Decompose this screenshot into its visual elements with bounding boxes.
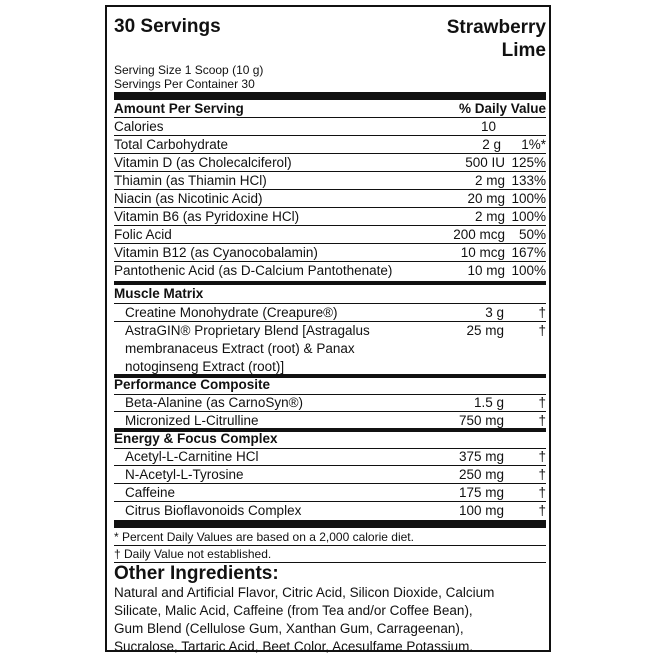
nutrient-dv: 167% bbox=[511, 245, 546, 260]
nutrient-row bbox=[114, 172, 546, 190]
ingredient-amount: 250 mg bbox=[458, 467, 504, 482]
thick-divider bbox=[114, 92, 546, 100]
serving-info bbox=[114, 63, 263, 91]
nutrient-row bbox=[114, 244, 546, 262]
amount-per-serving-label: Amount Per Serving bbox=[114, 101, 244, 116]
ingredient-amount: 1.5 g bbox=[473, 395, 504, 410]
nutrient-row bbox=[114, 154, 546, 172]
dagger-footnote: † Daily Value not established. bbox=[114, 547, 272, 561]
muscle-matrix-heading: Muscle Matrix bbox=[114, 286, 204, 301]
ingredient-name: Creatine Monohydrate (Creapure®) bbox=[125, 305, 338, 320]
servings-per-container: Servings Per Container 30 bbox=[114, 77, 255, 91]
dagger-mark: † bbox=[538, 395, 546, 410]
nutrient-name: Total Carbohydrate bbox=[114, 137, 229, 152]
ingredient-row bbox=[114, 304, 546, 322]
ingredient-amount: 375 mg bbox=[458, 449, 504, 464]
other-ingredients-list bbox=[114, 584, 546, 656]
servings-heading: 30 Servings bbox=[114, 16, 221, 37]
nutrient-name: Vitamin D (as Cholecalciferol) bbox=[114, 155, 292, 170]
nutrient-amount: 10 bbox=[480, 119, 496, 134]
dagger-mark: † bbox=[538, 305, 546, 320]
nutrient-row bbox=[114, 190, 546, 208]
daily-value-label: % Daily Value bbox=[458, 101, 546, 116]
ingredients-line: Natural and Artificial Flavor, Citric Acid, Silicon Dioxide, Calcium bbox=[114, 585, 495, 600]
ingredient-amount: 750 mg bbox=[458, 413, 504, 428]
nutrient-dv: 100% bbox=[511, 209, 546, 224]
ingredient-name: N-Acetyl-L-Tyrosine bbox=[125, 467, 244, 482]
nutrient-row bbox=[114, 136, 546, 154]
ingredient-name: Micronized L-Citrulline bbox=[125, 413, 259, 428]
energy-focus-heading: Energy & Focus Complex bbox=[114, 431, 278, 446]
nutrient-name: Vitamin B6 (as Pyridoxine HCl) bbox=[114, 209, 300, 224]
ingredient-row bbox=[114, 502, 546, 520]
nutrient-dv: 100% bbox=[511, 191, 546, 206]
other-ingredients-heading: Other Ingredients: bbox=[114, 563, 279, 584]
nutrient-name: Vitamin B12 (as Cyanocobalamin) bbox=[114, 245, 318, 260]
dagger-mark: † bbox=[538, 503, 546, 518]
nutrient-name: Niacin (as Nicotinic Acid) bbox=[114, 191, 263, 206]
ingredient-name-line: AstraGIN® Proprietary Blend [Astragalus bbox=[125, 323, 370, 338]
ingredient-name: Caffeine bbox=[125, 485, 176, 500]
percent-footnote: * Percent Daily Values are based on a 2,000 calorie diet. bbox=[114, 530, 414, 544]
supplement-facts-panel bbox=[105, 5, 551, 652]
nutrient-name: Thiamin (as Thiamin HCl) bbox=[114, 173, 267, 188]
nutrient-amount: 10 mg bbox=[467, 263, 505, 278]
nutrient-row bbox=[114, 208, 546, 226]
dagger-mark: † bbox=[538, 449, 546, 464]
nutrient-name: Pantothenic Acid (as D-Calcium Pantothenate) bbox=[114, 263, 393, 278]
nutrient-dv: 125% bbox=[511, 155, 546, 170]
ingredient-amount: 3 g bbox=[485, 305, 504, 320]
flavor-heading bbox=[447, 16, 546, 62]
ingredient-row bbox=[114, 484, 546, 502]
nutrient-amount: 500 IU bbox=[465, 155, 505, 170]
nutrient-name: Folic Acid bbox=[114, 227, 172, 242]
thick-divider bbox=[114, 520, 546, 528]
dagger-mark: † bbox=[538, 413, 546, 428]
ingredient-row bbox=[114, 466, 546, 484]
performance-composite-heading: Performance Composite bbox=[114, 377, 271, 392]
nutrient-dv: 50% bbox=[518, 227, 546, 242]
ingredient-name: Acetyl-L-Carnitine HCl bbox=[125, 449, 259, 464]
ingredient-amount: 25 mg bbox=[466, 323, 504, 338]
serving-size: Serving Size 1 Scoop (10 g) bbox=[114, 63, 264, 77]
dagger-mark: † bbox=[538, 485, 546, 500]
ingredient-row bbox=[114, 448, 546, 466]
ingredient-name-line: notoginseng Extract (root)] bbox=[125, 359, 285, 374]
nutrient-dv: 133% bbox=[511, 173, 546, 188]
ingredient-name: Citrus Bioflavonoids Complex bbox=[125, 503, 302, 518]
nutrient-dv: 100% bbox=[511, 263, 546, 278]
nutrient-amount: 200 mcg bbox=[453, 227, 505, 242]
nutrient-row bbox=[114, 262, 546, 280]
ingredient-name-line: membranaceus Extract (root) & Panax bbox=[125, 341, 355, 356]
dagger-mark: † bbox=[538, 467, 546, 482]
flavor-line-2: Lime bbox=[501, 40, 546, 61]
nutrient-row bbox=[114, 226, 546, 244]
dagger-mark: † bbox=[538, 323, 546, 338]
ingredient-amount: 175 mg bbox=[458, 485, 504, 500]
nutrient-amount: 20 mg bbox=[467, 191, 505, 206]
ingredient-name: Beta-Alanine (as CarnoSyn®) bbox=[125, 395, 304, 410]
ingredient-row bbox=[114, 322, 546, 340]
nutrient-amount: 10 mcg bbox=[460, 245, 505, 260]
nutrient-row bbox=[114, 118, 546, 136]
ingredients-line: Silicate, Malic Acid, Caffeine (from Tea and/or Coffee Bean), bbox=[114, 603, 473, 618]
flavor-line-1: Strawberry bbox=[446, 17, 546, 38]
nutrient-amount: 2 mg bbox=[474, 173, 505, 188]
row-divider bbox=[114, 545, 546, 546]
nutrient-amount: 2 mg bbox=[474, 209, 505, 224]
ingredient-row bbox=[114, 394, 546, 412]
nutrient-dv: 1%* bbox=[521, 137, 546, 152]
column-header-row bbox=[114, 100, 546, 118]
ingredients-line: Sucralose, Tartaric Acid, Beet Color, Acesulfame Potassium. bbox=[114, 639, 474, 654]
ingredient-amount: 100 mg bbox=[458, 503, 504, 518]
nutrient-name: Calories bbox=[114, 119, 164, 134]
ingredients-line: Gum Blend (Cellulose Gum, Xanthan Gum, Carrageenan), bbox=[114, 621, 464, 636]
nutrient-amount: 2 g bbox=[482, 137, 501, 152]
